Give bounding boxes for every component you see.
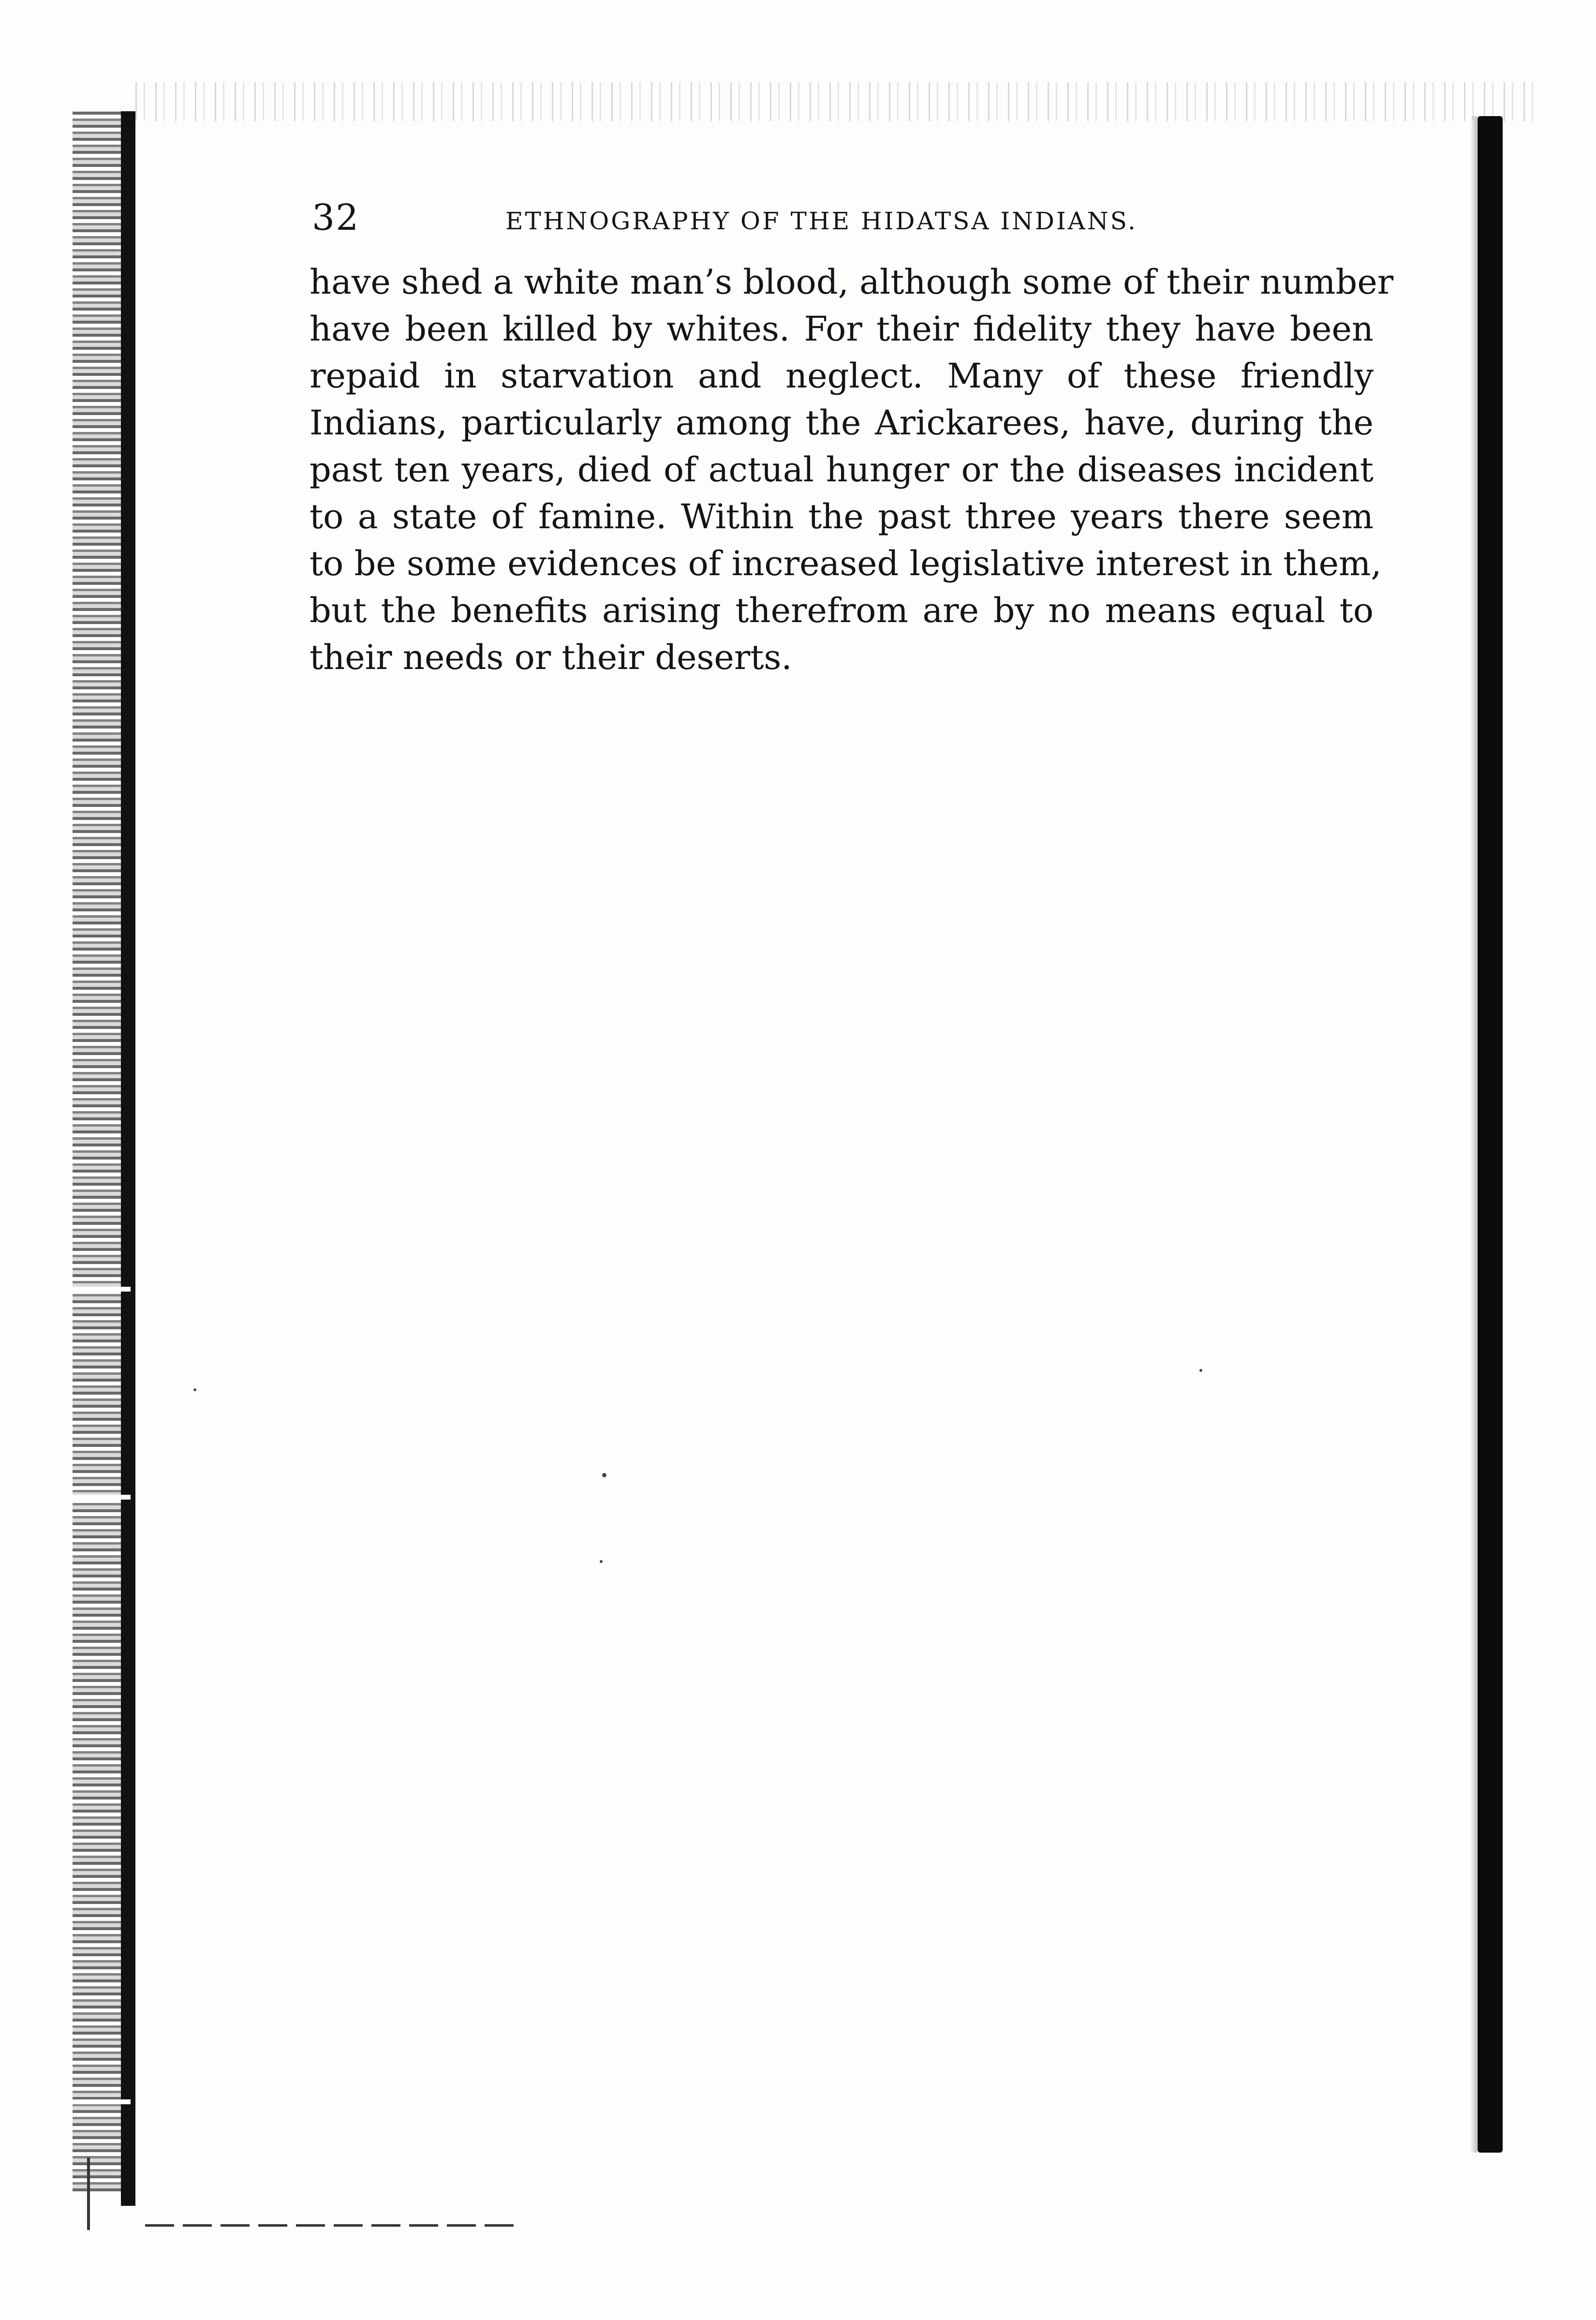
- scan-binding-edge: [121, 111, 135, 2206]
- text-line: to a state of famine. Within the past three years there seem: [310, 497, 1374, 536]
- body-paragraph: [310, 259, 1394, 681]
- text-line: have been killed by whites. For their fidelity they have been: [310, 309, 1374, 349]
- scan-speck: [1199, 1369, 1202, 1372]
- text-line: repaid in starvation and neglect. Many of these friendly: [310, 356, 1374, 396]
- text-line: past ten years, died of actual hunger or the diseases incident: [310, 450, 1374, 490]
- scan-speck: [602, 1473, 606, 1477]
- scan-gutter-tick: [87, 2157, 90, 2230]
- text-line: their needs or their deserts.: [310, 638, 792, 677]
- running-head-title: ETHNOGRAPHY OF THE HIDATSA INDIANS.: [505, 207, 1138, 235]
- scan-gutter-mark: [73, 2099, 131, 2104]
- text-line: Indians, particularly among the Arickarees, have, during the: [310, 403, 1374, 443]
- scan-gutter-mark: [73, 1287, 131, 1292]
- text-line: to be some evidences of increased legislative interest in them,: [310, 544, 1382, 583]
- scan-right-edge-bar: [1478, 116, 1503, 2153]
- page-number: 32: [312, 197, 360, 238]
- scan-top-edge-noise: [135, 82, 1538, 121]
- text-line: but the benefits arising therefrom are by no means equal to: [310, 591, 1374, 630]
- scan-speck: [600, 1560, 603, 1563]
- text-line: have shed a white man’s blood, although some of their number: [310, 262, 1394, 302]
- running-head: [312, 196, 1376, 239]
- scan-right-edge-shadow: [1470, 116, 1477, 2153]
- scan-gutter-mark: [73, 1495, 131, 1500]
- scan-bottom-edge-noise: [145, 2224, 522, 2227]
- scan-speck: [193, 1388, 196, 1391]
